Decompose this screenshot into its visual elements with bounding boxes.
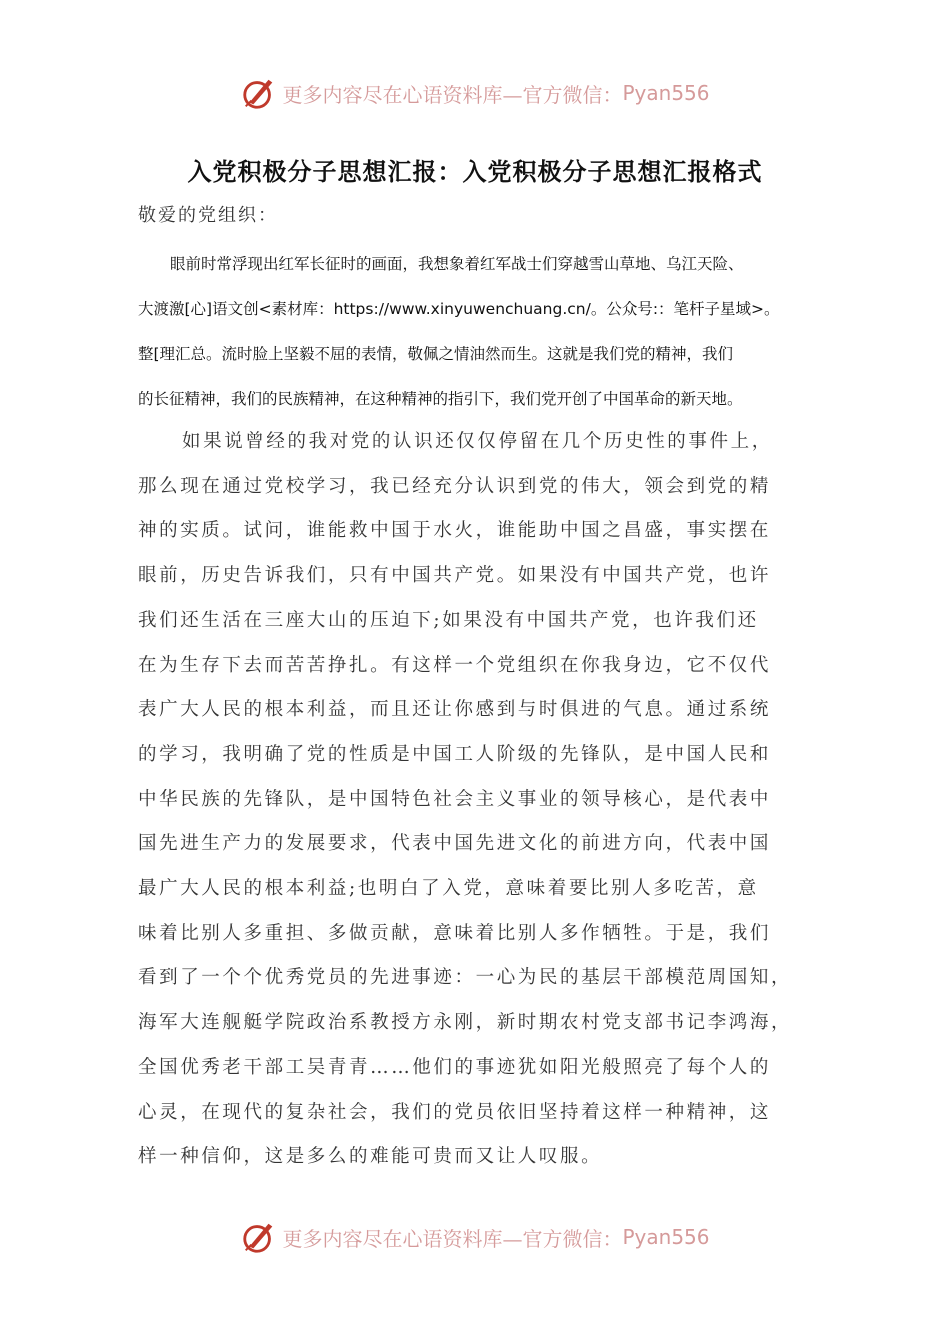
footer-banner [0,1213,950,1261]
paragraph-2-line: 那么现在通过党校学习，我已经充分认识到党的伟大，领会到党的精 [138,475,772,497]
paragraph-2-line: 在为生存下去而苦苦挣扎。有这样一个党组织在你我身边，它不仅代 [138,654,772,676]
paragraph-2-line: 的学习，我明确了党的性质是中国工人阶级的先锋队，是中国人民和 [138,743,772,765]
paragraph-2-line: 国先进生产力的发展要求，代表中国先进文化的前进方向，代表中国 [138,833,772,855]
paragraph-2-line: 如果说曾经的我对党的认识还仅仅停留在几个历史性的事件上， [182,431,773,452]
paragraph-1-line: 整[理汇总。流时脸上坚毅不屈的表情，敬佩之情油然而生。这就是我们党的精神，我们 [138,345,734,363]
paragraph-2-line: 样一种信仰，这是多么的难能可贵而又让人叹服。 [138,1146,603,1168]
paragraph-2-line: 中华民族的先锋队，是中国特色社会主义事业的领导核心，是代表中 [138,788,772,810]
paragraph-1-line: 的长征精神，我们的民族精神，在这种精神的指引下，我们党开创了中国革命的新天地。 [138,390,743,408]
paragraph-1-line: 大渡激[心]语文创<素材库：https://www.xinyuwenchuang.cn/。公众号:：笔杆子星域>。 [138,300,780,318]
paragraph-2-line: 我们还生活在三座大山的压迫下;如果没有中国共产党，也许我们还 [138,609,759,631]
paragraph-2-line: 全国优秀老干部工吴青青……他们的事迹犹如阳光般照亮了每个人的 [138,1056,772,1078]
header-banner-text: 更多内容尽在心语资料库—官方微信： [282,82,623,107]
paragraph-2-line: 表广大人民的根本利益，而且还让你感到与时俱进的气息。通过系统 [138,699,772,721]
paragraph-2 [138,420,818,1180]
paragraph-2-line: 海军大连舰艇学院政治系教授方永刚，新时期农村党支部书记李鸿海， [138,1012,793,1034]
paragraph-1-line: 眼前时常浮现出红军长征时的画面，我想象着红军战士们穿越雪山草地、乌江天险、 [170,255,744,273]
paragraph-2-line: 最广大人民的根本利益;也明白了入党，意味着要比别人多吃苦，意 [138,878,759,900]
footer-banner-text: 更多内容尽在心语资料库—官方微信： [282,1226,623,1251]
document-title: 入党积极分子思想汇报：入党积极分子思想汇报格式 [187,157,763,186]
paragraph-2-line: 眼前，历史告诉我们，只有中国共产党。如果没有中国共产党，也许 [138,565,772,587]
header-banner-wechat: Pyan556 [622,81,710,105]
paragraph-2-line: 神的实质。试问，谁能救中国于水火，谁能助中国之昌盛，事实摆在 [138,520,772,542]
quill-logo-icon [240,1218,278,1256]
greeting: 敬爱的党组织： [138,205,278,226]
quill-logo-icon [240,74,278,112]
paragraph-2-line: 味着比别人多重担、多做贡献，意味着比别人多作牺牲。于是，我们 [138,922,772,944]
paragraph-1 [138,242,818,422]
header-banner [0,69,950,117]
paragraph-2-line: 看到了一个个优秀党员的先进事迹：一心为民的基层干部模范周国知， [138,967,793,989]
footer-banner-wechat: Pyan556 [622,1225,710,1249]
paragraph-2-line: 心灵，在现代的复杂社会，我们的党员依旧坚持着这样一种精神，这 [138,1101,772,1123]
